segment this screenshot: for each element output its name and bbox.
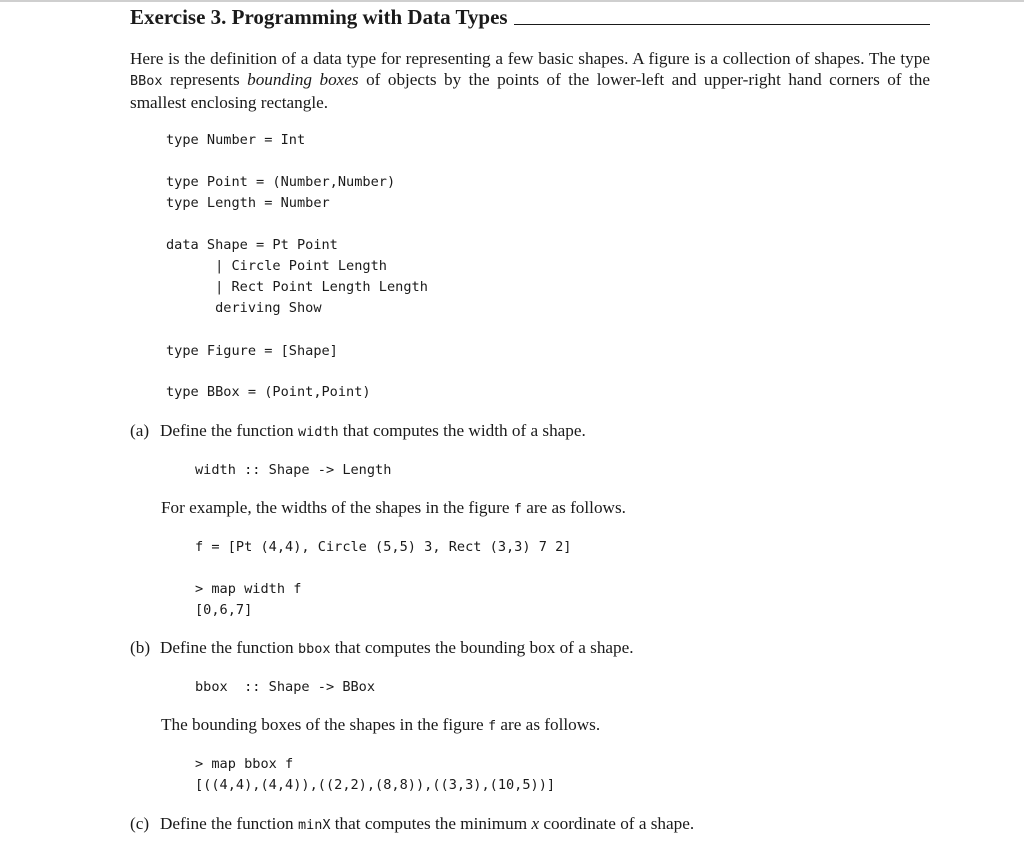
part-a-example-after: are as follows. bbox=[521, 498, 626, 517]
part-c-label: (c) bbox=[130, 814, 150, 833]
heading-rule bbox=[514, 24, 930, 25]
part-b-example-after: are as follows. bbox=[496, 715, 601, 734]
part-c-text-before: Define the function bbox=[160, 814, 298, 833]
part-a-repl: > map width f [0,6,7] bbox=[195, 581, 302, 618]
part-b-example-before: The bounding boxes of the shapes in the figure bbox=[161, 715, 488, 734]
exercise-heading bbox=[130, 5, 930, 30]
part-c-question bbox=[130, 813, 930, 836]
code-type-figure: type Figure = [Shape] bbox=[166, 343, 338, 359]
part-b-signature: bbox :: Shape -> BBox bbox=[195, 679, 376, 695]
part-c-emphasis: x bbox=[531, 814, 540, 833]
part-b-code: bbox bbox=[297, 641, 331, 657]
part-a-code: width bbox=[297, 424, 339, 440]
part-a-text-after: that computes the width of a shape. bbox=[338, 421, 586, 440]
part-c-code: minX bbox=[297, 817, 331, 833]
part-b-example-code: f bbox=[487, 718, 497, 734]
part-b-question bbox=[130, 637, 930, 660]
code-type-number: type Number = Int bbox=[166, 132, 306, 148]
part-a-example-text bbox=[161, 497, 921, 520]
code-type-bbox: type BBox = (Point,Point) bbox=[166, 384, 371, 400]
part-a-signature: width :: Shape -> Length bbox=[195, 462, 392, 478]
part-b-text-after: that computes the bounding box of a shape. bbox=[330, 638, 634, 657]
part-a-example-before: For example, the widths of the shapes in the figure bbox=[161, 498, 514, 517]
page-top-border bbox=[0, 0, 1024, 2]
intro-text-2: represents bbox=[162, 70, 248, 89]
part-a-text-before: Define the function bbox=[160, 421, 298, 440]
part-a-figure-def: f = [Pt (4,4), Circle (5,5) 3, Rect (3,3) 7 2] bbox=[195, 539, 572, 555]
intro-text-3: of objects by the points of the lower-left and upper-right hand corners of the smallest enclosing rectangle. bbox=[130, 70, 930, 112]
intro-paragraph bbox=[130, 48, 930, 113]
part-a-question bbox=[130, 420, 930, 443]
part-b-example-text bbox=[161, 714, 921, 737]
intro-code-bbox: BBox bbox=[130, 73, 163, 89]
part-b-label: (b) bbox=[130, 638, 151, 657]
part-b-repl: > map bbox f [((4,4),(4,4)),((2,2),(8,8)),((3,3),(10,5))] bbox=[195, 756, 556, 793]
part-c-text-after: that computes the minimum bbox=[330, 814, 532, 833]
exercise-title: Exercise 3. Programming with Data Types bbox=[130, 5, 508, 29]
intro-emphasis: bounding boxes bbox=[247, 70, 359, 89]
part-b-text-before: Define the function bbox=[160, 638, 298, 657]
intro-text-1: Here is the definition of a data type for representing a few basic shapes. A figure is a collection of shapes. The type bbox=[130, 49, 930, 68]
code-data-shape: data Shape = Pt Point | Circle Point Length | Rect Point Length Length deriving Show bbox=[166, 237, 428, 316]
code-type-point-length: type Point = (Number,Number) type Length = Number bbox=[166, 174, 396, 211]
part-a-label: (a) bbox=[130, 421, 150, 440]
part-a-example-code: f bbox=[513, 501, 522, 517]
part-c-text-end: coordinate of a shape. bbox=[539, 814, 695, 833]
